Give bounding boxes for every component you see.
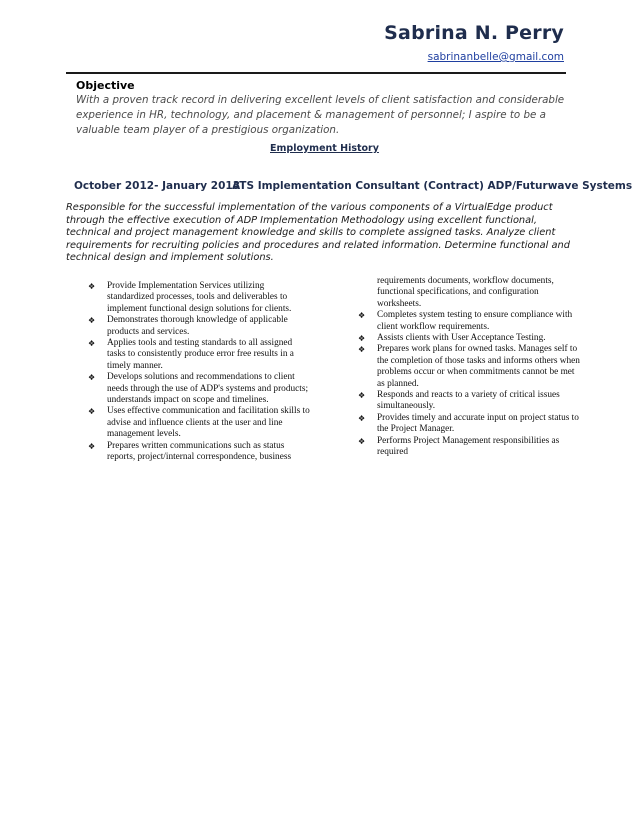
diamond-bullet-icon: ❖ <box>358 391 366 401</box>
list-item <box>358 310 582 333</box>
diamond-bullet-icon: ❖ <box>88 407 96 417</box>
list-item-text: Performs Project Management responsibilities as required <box>377 435 560 458</box>
list-item-continuation <box>358 276 582 310</box>
list-item-text: Prepares written communications such as status reports, project/internal correspondence, business <box>107 440 292 463</box>
list-item-text: Prepares work plans for owned tasks. Manages self to the completion of those tasks and informs others when problems occur or when commitments cannot be met as planned. <box>377 344 580 389</box>
diamond-bullet-icon: ❖ <box>358 436 366 446</box>
diamond-bullet-icon: ❖ <box>358 413 366 423</box>
list-item-text: Develops solutions and recommendations to client needs through the use of ADP's systems and products; understands impact on scope and timelines. <box>107 372 309 406</box>
list-item <box>358 333 582 344</box>
diamond-bullet-icon: ❖ <box>88 339 96 349</box>
list-item <box>358 413 582 436</box>
diamond-bullet-icon: ❖ <box>88 316 96 326</box>
job-dates: October 2012- January 2013 <box>74 180 241 192</box>
header-divider <box>66 72 566 74</box>
list-item-text: Assists clients with User Acceptance Testing. <box>377 333 546 344</box>
list-item <box>88 315 310 338</box>
list-item-text: requirements documents, workflow documents, functional specifications, and configuration worksheets. <box>377 276 554 309</box>
list-item-text: Applies tools and testing standards to all assigned tasks to consistently produce error free results in a timely manner. <box>107 338 294 371</box>
list-item <box>88 406 310 440</box>
email-link[interactable]: sabrinanbelle@gmail.com <box>427 51 564 63</box>
list-item <box>88 372 310 406</box>
list-item-text: Completes system testing to ensure compliance with client workflow requirements. <box>377 310 573 332</box>
diamond-bullet-icon: ❖ <box>358 334 366 344</box>
objective-text: With a proven track record in delivering excellent levels of client satisfaction and considerable experience in HR, technology, and placement & management of personnel; I aspire to be a valuable team player of a prestigious organization. <box>76 94 565 136</box>
list-item <box>358 390 582 413</box>
diamond-bullet-icon: ❖ <box>88 441 96 451</box>
list-item <box>88 281 310 315</box>
list-item <box>88 441 310 464</box>
list-item-text: Responds and reacts to a variety of critical issues simultaneously. <box>377 390 560 412</box>
list-item-text: Provide Implementation Services utilizing standardized processes, tools and deliverables to implement functional design solutions for clients. <box>107 281 292 314</box>
diamond-bullet-icon: ❖ <box>88 373 96 383</box>
list-item <box>358 344 582 390</box>
diamond-bullet-icon: ❖ <box>88 282 96 291</box>
candidate-name: Sabrina N. Perry <box>384 22 564 44</box>
list-item-text: Uses effective communication and facilitation skills to advise and influence clients at the user and line management levels. <box>107 406 310 440</box>
job-summary: Responsible for the successful implementation of the various components of a VirtualEdge product through the effective execution of ADP Implementation Methodology using excellent functional, technical and project management knowledge and skills to complete assigned tasks. Analyze client requirements for recruiting policies and procedures and related information. Determine functional and technical design and implement solutions. <box>66 202 570 264</box>
diamond-bullet-icon: ❖ <box>358 345 366 355</box>
employment-history-heading: Employment History <box>270 143 379 154</box>
duties-list-left <box>88 281 310 464</box>
list-item <box>358 436 582 459</box>
duties-list-right <box>358 276 582 459</box>
job-title: ATS Implementation Consultant (Contract) ADP/Futurwave Systems <box>232 180 633 192</box>
diamond-bullet-icon: ❖ <box>358 311 366 321</box>
list-item-text: Provides timely and accurate input on project status to the Project Manager. <box>377 412 579 435</box>
list-item <box>88 338 310 372</box>
list-item-text: Demonstrates thorough knowledge of applicable products and services. <box>107 315 288 337</box>
objective-heading: Objective <box>76 79 135 92</box>
